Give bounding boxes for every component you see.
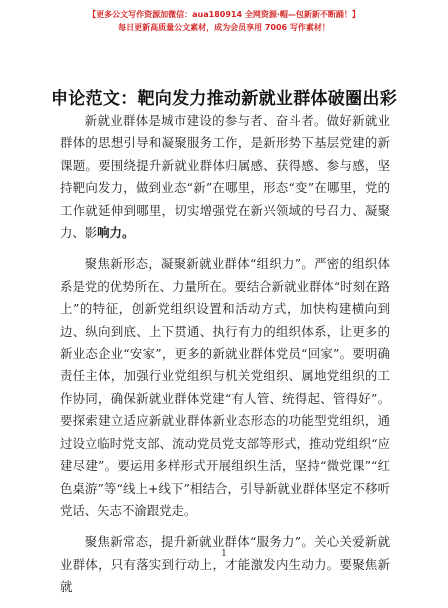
paragraph-intro-text: 新就业群体是城市建设的参与者、奋斗者。做好新就业群体的思想引导和凝聚服务工作，是新形势下基层党建的新课题。要围绕提升新就业群体归属感、获得感、参与感，坚持靶向发力，做到业态“新”在哪里，形态“变”在哪里，党的工作就延伸到哪里，切实增强党在新兴领域的号召力、凝聚力、影 (60, 113, 390, 241)
document-title: 申论范文：靶向发力推动新就业群体破圈出彩 (51, 89, 397, 109)
paragraph-organization: 聚焦新形态，凝聚新就业群体“组织力”。严密的组织体系是党的优势所在、力量所在。要结合新就业群体“时刻在路上”的特征，创新党组织设置和活动方式，加快构建横向到边、纵向到底、上下贯通、执行有力的组织体系，让更多的新业态企业“安家”，更多的新就业群体党员“回家”。要明确责任主体，加强行业党组织与机关党组织、属地党组织的工作协同，确保新就业群体党建“有人管、统得起、管得好”。要探索建立适应新就业群体新业态形态的功能型党组织，通过设立临时党支部、流动党员党支部等形式，推动党组织“应建尽建”。要运用多样形式开展组织生活，坚持“微党课”“红色桌游”等“线上+线下”相结合，引导新就业群体坚定不移听党话、矢志不渝跟党走。 (60, 256, 390, 518)
promo-banner-line1: 【更多公文写作资源加微信：aua180914 全网资源·帽—包新新不断踊！】 (88, 10, 360, 19)
page-number: 1 (221, 549, 227, 559)
paragraph-intro-tail: 响力。 (97, 225, 135, 241)
promo-banner-line2: 每日更新高质量公文素材，成为会员享用 7006 写作素材！ (118, 23, 330, 32)
paragraph-service: 聚焦新常态，提升新就业群体“服务力”。关心关爱新就业群体，只有落实到行动上，才能激发内生动力。要聚焦新就 (60, 534, 390, 595)
paragraph-intro (60, 110, 390, 244)
document-body (60, 110, 390, 608)
